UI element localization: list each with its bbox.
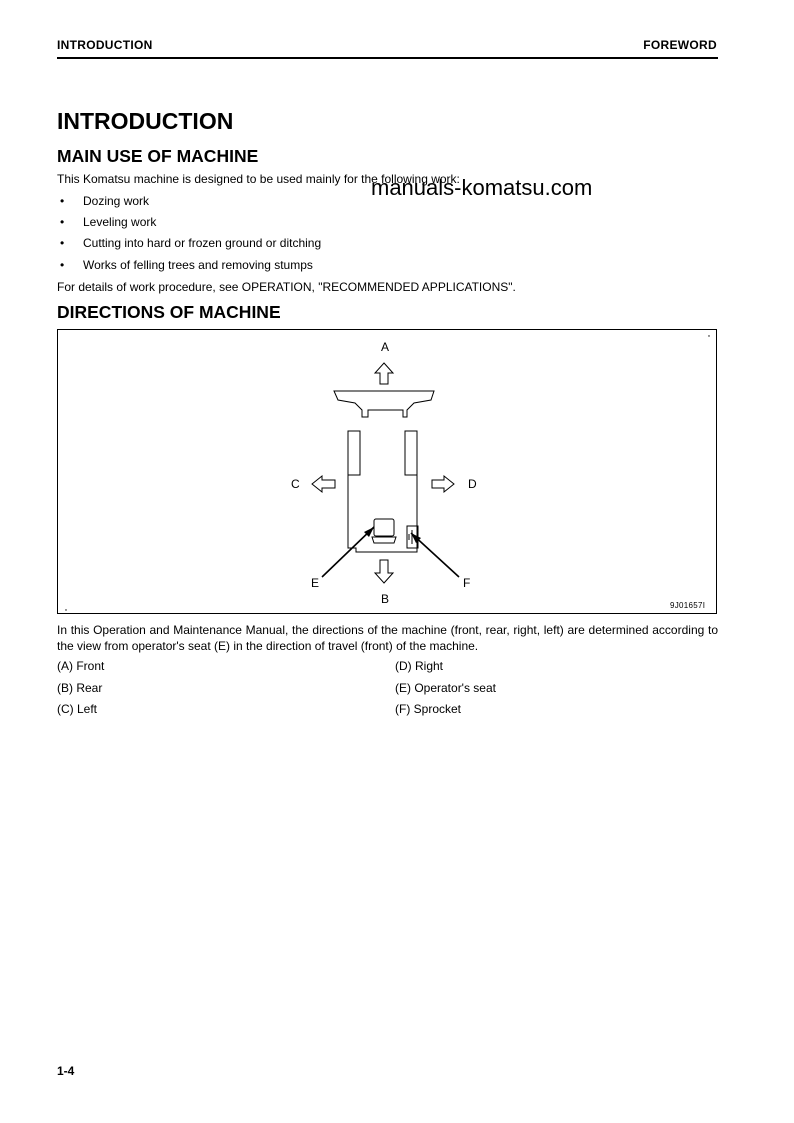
header-rule [57, 57, 718, 59]
label-b: B [381, 592, 390, 606]
page-title: INTRODUCTION [57, 108, 234, 134]
list-item: • Leveling work [60, 215, 157, 229]
legend-item: (E) Operator's seat [395, 681, 496, 695]
page-number: 1-4 [57, 1064, 75, 1078]
list-item: • Works of felling trees and removing stumps [60, 258, 313, 272]
list-item-text: Works of felling trees and removing stumps [83, 258, 313, 272]
arrow-right-icon [432, 476, 454, 492]
running-header-left: INTRODUCTION [57, 38, 153, 52]
arrow-front-icon [375, 363, 393, 384]
running-header-right: FOREWORD [643, 38, 717, 52]
arrow-rear-icon [375, 560, 393, 583]
label-a: A [381, 340, 390, 354]
list-item: • Dozing work [60, 194, 150, 208]
section-heading-directions: DIRECTIONS OF MACHINE [57, 302, 281, 322]
machine-diagram [58, 330, 718, 615]
arrow-left-icon [312, 476, 335, 492]
legend-item: (A) Front [57, 659, 105, 673]
label-e: E [311, 576, 320, 590]
directions-description: In this Operation and Maintenance Manual, the directions of the machine (front, rear, right, left) are determined according to the view from operator's seat (E) in the direction of travel (front) of the machine. [57, 623, 718, 653]
operator-seat-icon [374, 519, 394, 536]
blade-outline [334, 391, 434, 417]
legend-item: (D) Right [395, 659, 444, 673]
directions-figure [57, 329, 717, 614]
label-c: C [291, 477, 300, 491]
legend-item: (C) Left [57, 702, 98, 716]
label-d: D [468, 477, 477, 491]
figure-id: 9J01657I [670, 601, 706, 610]
main-use-intro: This Komatsu machine is designed to be used mainly for the following work: [57, 172, 460, 186]
list-item: • Cutting into hard or frozen ground or ditching [60, 236, 322, 250]
label-f: F [463, 576, 471, 590]
section-heading-main-use: MAIN USE OF MACHINE [57, 146, 259, 166]
list-item-text: Cutting into hard or frozen ground or ditching [83, 236, 322, 250]
list-item-text: Dozing work [83, 194, 150, 208]
legend-item: (F) Sprocket [395, 702, 462, 716]
list-item-text: Leveling work [83, 215, 157, 229]
main-use-footer: For details of work procedure, see OPERATION, "RECOMMENDED APPLICATIONS". [57, 280, 516, 294]
watermark-text: manuals-komatsu.com [371, 175, 593, 200]
legend-item: (B) Rear [57, 681, 103, 695]
